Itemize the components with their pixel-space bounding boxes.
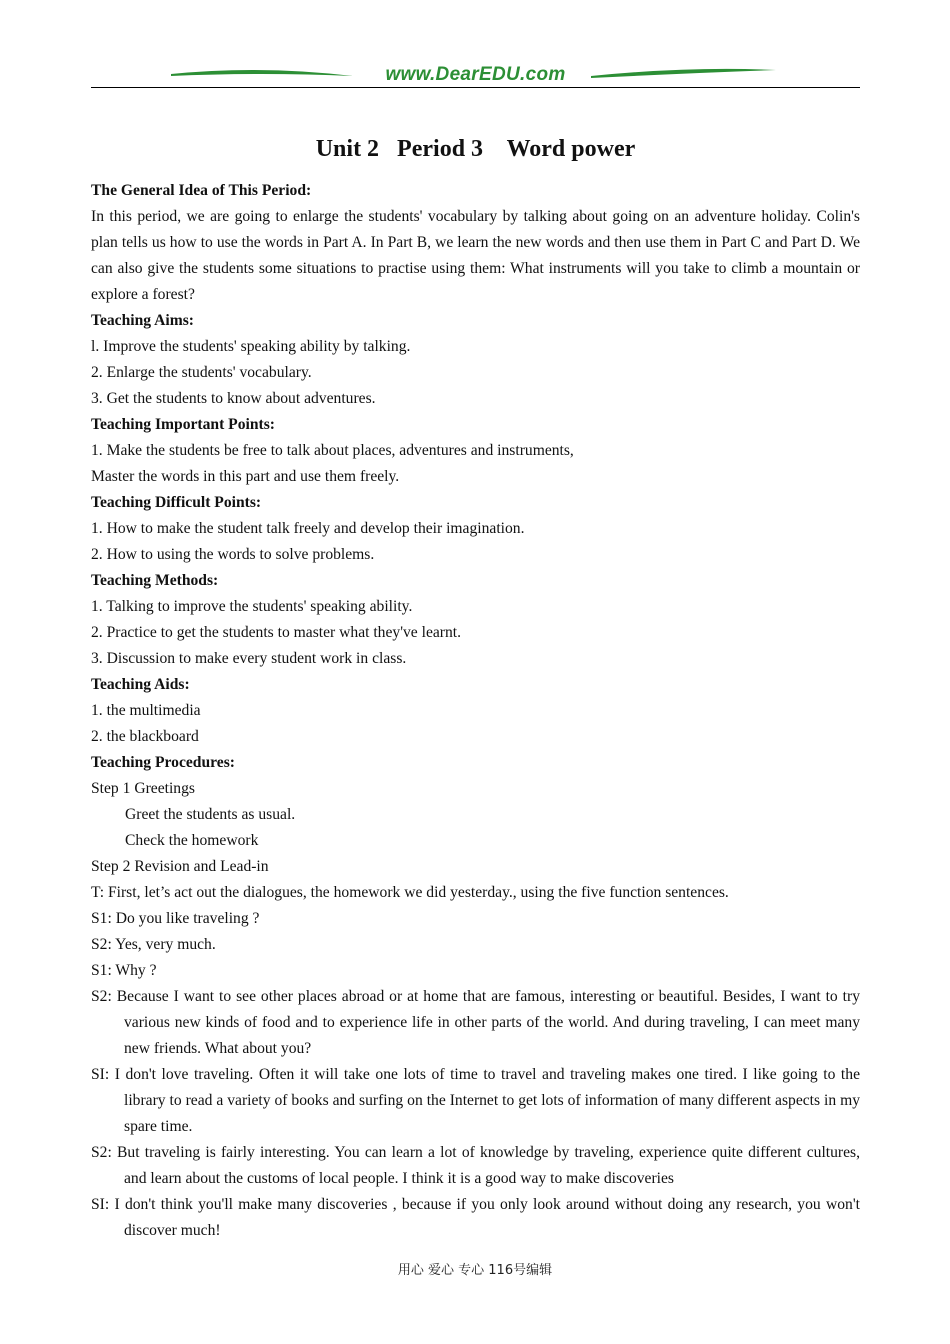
difficult-point-item: 1. How to make the student talk freely and develop their imagination. (91, 520, 525, 537)
step-item: Check the homework (125, 832, 259, 849)
teaching-aims-heading: Teaching Aims: (91, 312, 194, 329)
step-heading: Step 1 Greetings (91, 780, 195, 797)
site-header-banner (91, 62, 860, 88)
dialogue-line: S2: Yes, very much. (91, 936, 216, 953)
page-title: Unit 2 Period 3 Word power (315, 136, 636, 162)
dialogue-line: S2: But traveling is fairly interesting. You can learn a lot of knowledge by traveling, experience quite different cultures, and learn about the customs of local people. I think it is a good way to make discoveries (91, 1144, 860, 1187)
step-heading: Step 2 Revision and Lead-in (91, 858, 269, 875)
important-points-heading: Teaching Important Points: (91, 416, 275, 433)
important-point-item: Master the words in this part and use them freely. (91, 468, 400, 485)
teaching-procedures-heading: Teaching Procedures: (91, 754, 235, 771)
dialogue-line: SI: I don't think you'll make many discoveries , because if you only look around without doing any research, you won't discover much! (91, 1196, 860, 1239)
method-item: 1. Talking to improve the students' speaking ability. (91, 598, 413, 615)
aid-item: 1. the multimedia (91, 702, 201, 719)
teaching-methods-heading: Teaching Methods: (91, 572, 219, 589)
general-idea-paragraph: In this period, we are going to enlarge the students' vocabulary by talking about going on an adventure holiday. Colin's plan tells us how to use the words in Part A. In Part B, we learn the new words and then use them in Part C and Part D. We can also give the students some situations to practise using them: What instruments will you take to climb a mountain or explore a forest? (91, 208, 860, 303)
site-logo-text: www.DearEDU.com (381, 64, 569, 85)
step-item: Greet the students as usual. (125, 806, 296, 823)
dialogue-line: S1: Do you like traveling ? (91, 910, 260, 927)
dialogue-line: S1: Why ? (91, 962, 157, 979)
header-divider (91, 87, 860, 88)
aid-item: 2. the blackboard (91, 728, 199, 745)
important-point-item: 1. Make the students be free to talk about places, adventures and instruments, (91, 442, 574, 459)
dialogue-line: S2: Because I want to see other places abroad or at home that are famous, interesting or beautiful. Besides, I want to try various new kinds of food and to experience life in other parts of the world. And during traveling, I can meet many new friends. What about you? (91, 988, 860, 1057)
method-item: 3. Discussion to make every student work in class. (91, 650, 407, 667)
page-footer: 用心 爱心 专心 116号编辑 (397, 1263, 553, 1278)
general-idea-heading: The General Idea of This Period: (91, 182, 312, 199)
teaching-aids-heading: Teaching Aids: (91, 676, 190, 693)
dialogue-line: SI: I don't love traveling. Often it will take one lots of time to travel and traveling makes one tired. I like going to the library to read a variety of books and surfing on the Internet to get lots of information of many different aspects in my spare time. (91, 1066, 860, 1135)
difficult-point-item: 2. How to using the words to solve problems. (91, 546, 375, 563)
difficult-points-heading: Teaching Difficult Points: (91, 494, 262, 511)
lesson-plan-body (91, 178, 860, 1244)
method-item: 2. Practice to get the students to master what they've learnt. (91, 624, 462, 641)
aim-item: l. Improve the students' speaking ability by talking. (91, 338, 411, 355)
aim-item: 2. Enlarge the students' vocabulary. (91, 364, 312, 381)
dialogue-line: T: First, let’s act out the dialogues, the homework we did yesterday., using the five function sentences. (91, 884, 729, 901)
aim-item: 3. Get the students to know about adventures. (91, 390, 376, 407)
